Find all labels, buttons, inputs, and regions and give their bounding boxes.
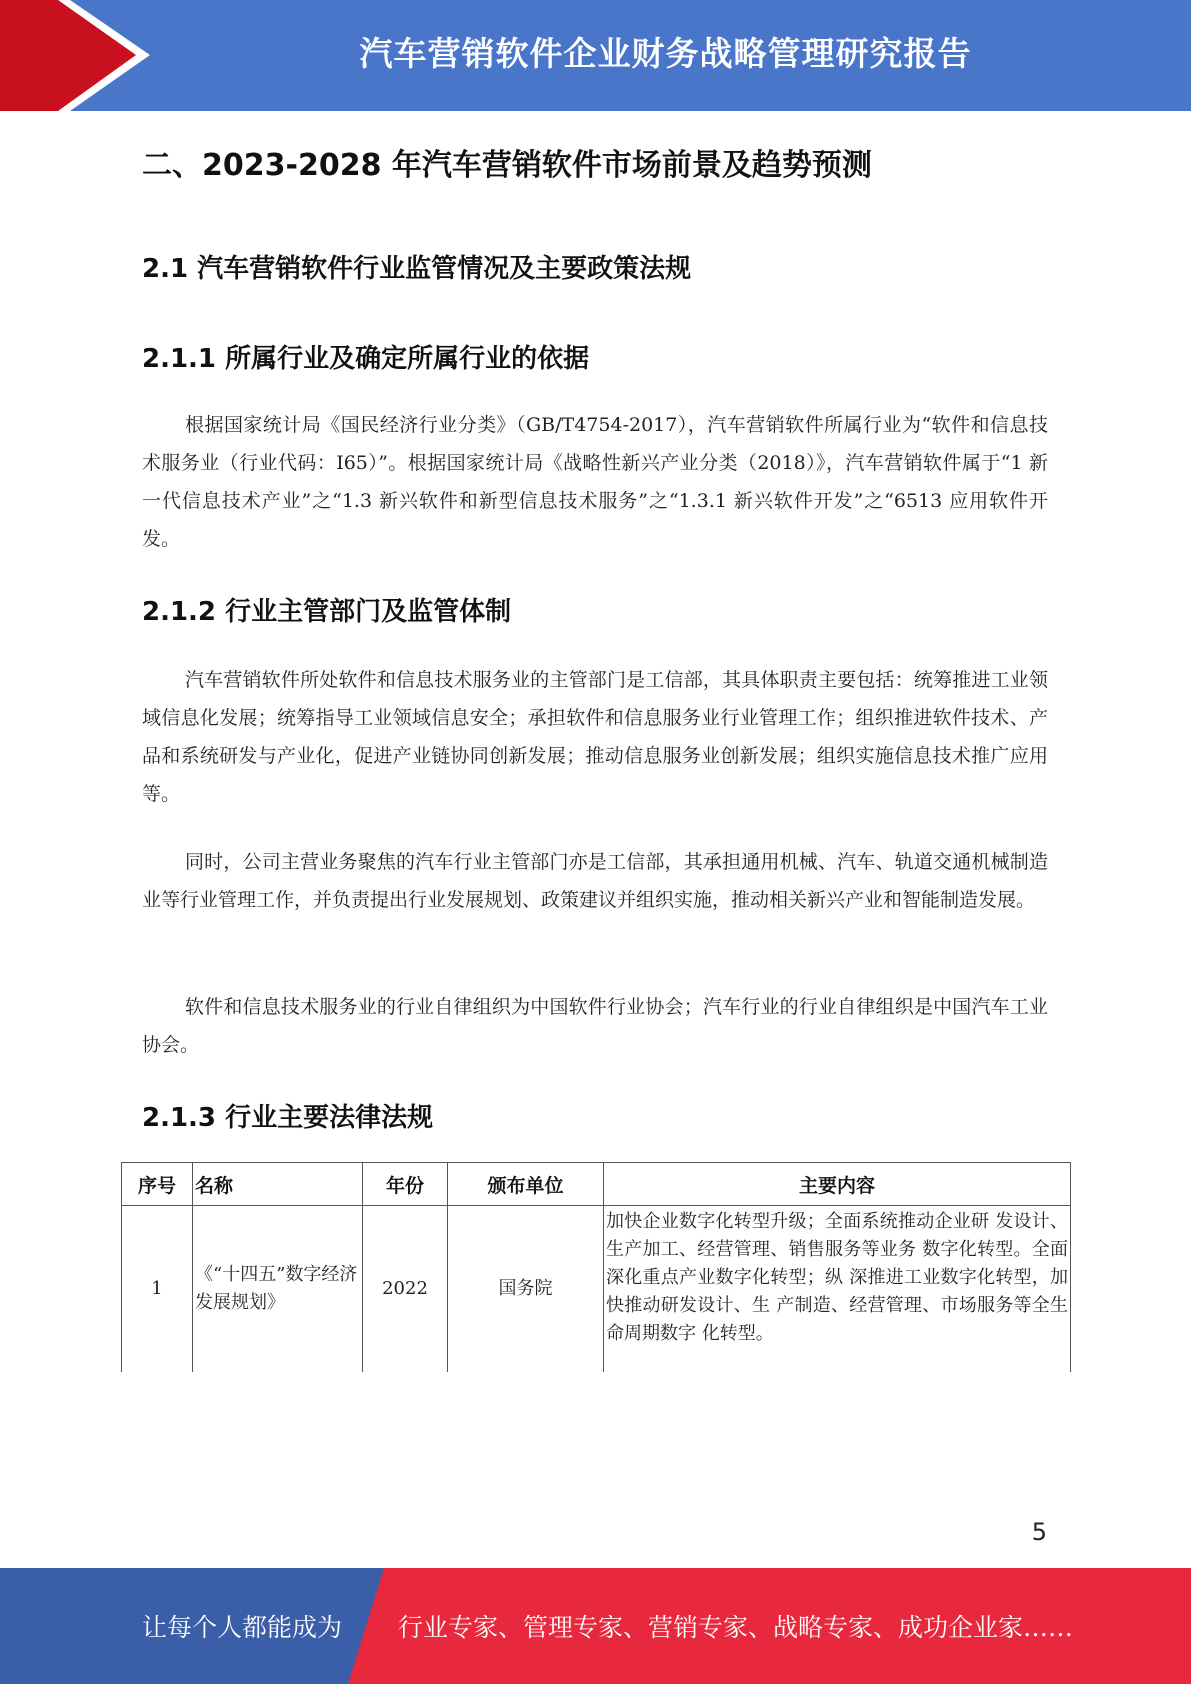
table-header-row (122, 1163, 1071, 1206)
cell-year: 2022 (363, 1206, 448, 1373)
report-header-band (0, 0, 1191, 111)
cell-name: 《“十四五”数字经济发展规划》 (193, 1206, 363, 1373)
subsection-2-1-2-title: 2.1.2 行业主管部门及监管体制 (142, 597, 512, 627)
column-header-name: 名称 (193, 1163, 363, 1206)
cell-content: 加快企业数字化转型升级；全面系统推动企业研 发设计、生产加工、经营管理、销售服务等业务 数字化转型。全面深化重点产业数字化转型；纵 深推进工业数字化转型，加快推动研发设计、生 产制造、经营管理、市场服务等全生命周期数字 化转型。 (604, 1206, 1071, 1373)
paragraph-self-regulatory-orgs: 软件和信息技术服务业的行业自律组织为中国软件行业协会；汽车行业的行业自律组织是中国汽车工业协会。 (142, 996, 1048, 1056)
column-header-year: 年份 (363, 1163, 448, 1206)
cell-issuer: 国务院 (448, 1206, 604, 1373)
header-chevron-icon (0, 0, 160, 111)
subsection-2-1-1-title: 2.1.1 所属行业及确定所属行业的依据 (142, 344, 590, 374)
column-header-content: 主要内容 (604, 1163, 1071, 1206)
paragraph-industry-classification: 根据国家统计局《国民经济行业分类》（GB/T4754-2017），汽车营销软件所属行业为“软件和信息技术服务业（行业代码：I65）”。根据国家统计局《战略性新兴产业分类（2018）》，汽车营销软件属于“1 新一代信息技术产业”之“1.3 新兴软件和新型信息技术服务”之“1.3.1 新兴软件开发”之“6513 应用软件开发。 (142, 414, 1048, 550)
section-title: 二、2023-2028 年汽车营销软件市场前景及趋势预测 (142, 148, 872, 183)
paragraph-regulator-duties: 汽车营销软件所处软件和信息技术服务业的主管部门是工信部，其具体职责主要包括：统筹推进工业领域信息化发展；统筹指导工业领域信息安全；承担软件和信息服务业行业管理工作；组织推进软件技术、产品和系统研发与产业化，促进产业链协同创新发展；推动信息服务业创新发展；组织实施信息技术推广应用等。 (142, 669, 1048, 805)
footer-slogan-right: 行业专家、管理专家、营销专家、战略专家、成功企业家…… (398, 1613, 1074, 1642)
footer-slogan-left: 让每个人都能成为 (142, 1613, 343, 1642)
subsection-2-1-title: 2.1 汽车营销软件行业监管情况及主要政策法规 (142, 254, 692, 284)
report-title: 汽车营销软件企业财务战略管理研究报告 (359, 34, 972, 73)
page-number: 5 (1031, 1518, 1047, 1546)
paragraph-auto-industry-regulator: 同时，公司主营业务聚焦的汽车行业主管部门亦是工信部，其承担通用机械、汽车、轨道交通机械制造业等行业管理工作，并负责提出行业发展规划、政策建议并组织实施，推动相关新兴产业和智能制造发展。 (142, 851, 1048, 911)
column-header-no: 序号 (122, 1163, 193, 1206)
report-footer-band (0, 1568, 1191, 1684)
table-row (122, 1206, 1071, 1373)
subsection-2-1-3-title: 2.1.3 行业主要法律法规 (142, 1103, 434, 1133)
cell-no: 1 (122, 1206, 193, 1373)
column-header-issuer: 颁布单位 (448, 1163, 604, 1206)
laws-regulations-table (121, 1162, 1071, 1372)
